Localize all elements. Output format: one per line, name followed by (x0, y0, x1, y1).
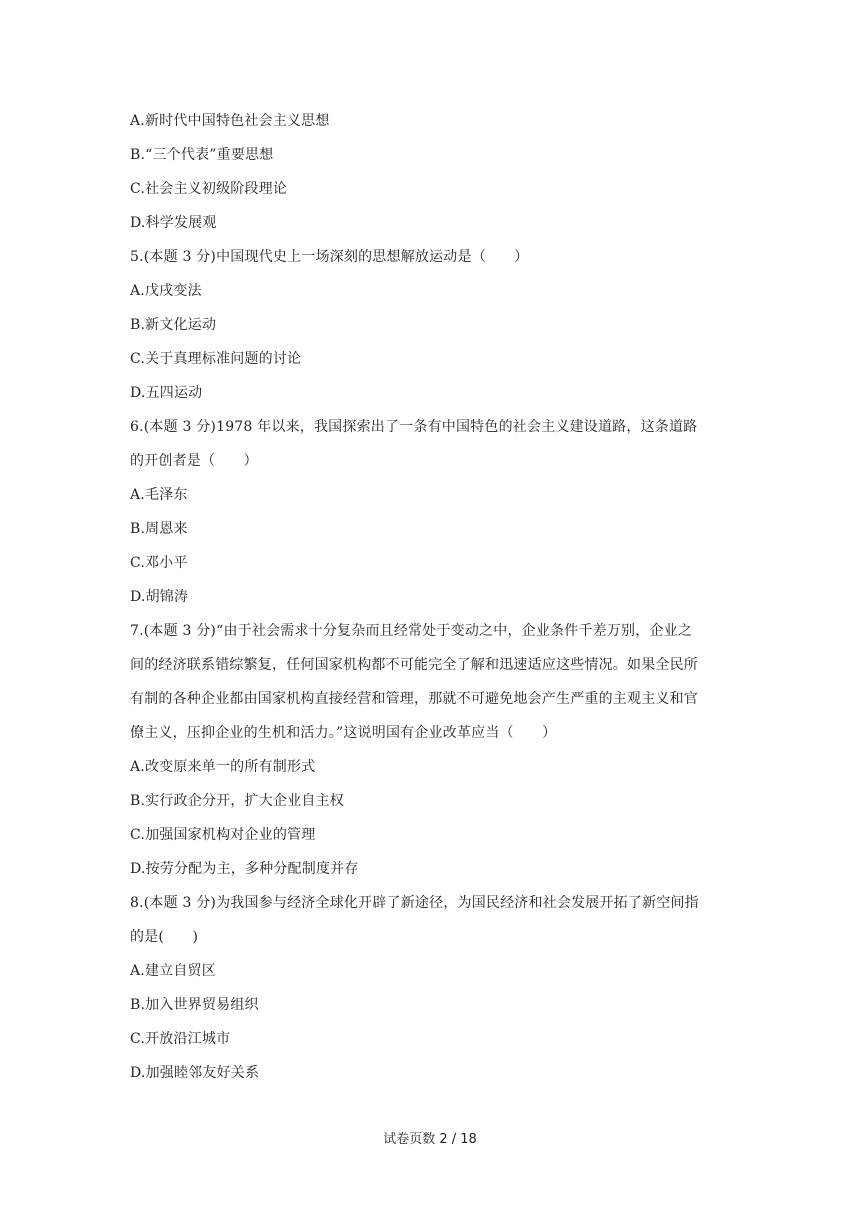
q6-stem-line-2: 的开创者是（ ） (130, 453, 258, 469)
q6-option-c: C.邓小平 (130, 555, 188, 571)
q5-option-d: D.五四运动 (130, 385, 203, 401)
q6-option-b: B.周恩来 (130, 521, 188, 537)
page-number-footer: 试卷页数 2 / 18 (383, 1132, 477, 1147)
q4-option-a: A.新时代中国特色社会主义思想 (130, 113, 330, 129)
q4-option-b: B.“三个代表”重要思想 (130, 147, 274, 163)
q8-option-d: D.加强睦邻友好关系 (130, 1065, 260, 1081)
q5-stem: 5.(本题 3 分)中国现代史上一场深刻的思想解放运动是（ ） (130, 249, 529, 265)
q8-option-c: C.开放沿江城市 (130, 1031, 231, 1047)
exam-page-content (130, 104, 730, 1090)
q8-stem-line-1: 8.(本题 3 分)为我国参与经济全球化开辟了新途径，为国民经济和社会发展开拓了新空间指 (130, 895, 699, 911)
q8-stem-line-2: 的是( ) (130, 929, 199, 945)
q6-option-d: D.胡锦涛 (130, 589, 189, 605)
q6-option-a: A.毛泽东 (130, 487, 188, 503)
q7-option-a: A.改变原来单一的所有制形式 (130, 759, 316, 775)
q8-option-a: A.建立自贸区 (130, 963, 216, 979)
q6-stem-line-1: 6.(本题 3 分)1978 年以来，我国探索出了一条有中国特色的社会主义建设道路，这条道路 (130, 419, 698, 435)
q5-option-c: C.关于真理标准问题的讨论 (130, 351, 302, 367)
q8-option-b: B.加入世界贸易组织 (130, 997, 259, 1013)
q4-option-c: C.社会主义初级阶段理论 (130, 181, 288, 197)
q7-stem-line-4: 僚主义，压抑企业的生机和活力。”这说明国有企业改革应当（ ） (130, 725, 557, 741)
q7-option-d: D.按劳分配为主，多种分配制度并存 (130, 861, 359, 877)
q7-stem-line-2: 间的经济联系错综繁复，任何国家机构都不可能完全了解和迅速适应这些情况。如果全民所 (130, 657, 698, 673)
q4-option-d: D.科学发展观 (130, 215, 217, 231)
q5-option-b: B.新文化运动 (130, 317, 217, 333)
q7-stem-line-3: 有制的各种企业都由国家机构直接经营和管理，那就不可避免地会产生严重的主观主义和官 (130, 691, 698, 707)
q7-option-c: C.加强国家机构对企业的管理 (130, 827, 316, 843)
q5-option-a: A.戊戌变法 (130, 283, 202, 299)
q7-stem-line-1: 7.(本题 3 分)“由于社会需求十分复杂而且经常处于变动之中，企业条件千差万别，企业之 (130, 623, 693, 639)
q7-option-b: B.实行政企分开，扩大企业自主权 (130, 793, 344, 809)
